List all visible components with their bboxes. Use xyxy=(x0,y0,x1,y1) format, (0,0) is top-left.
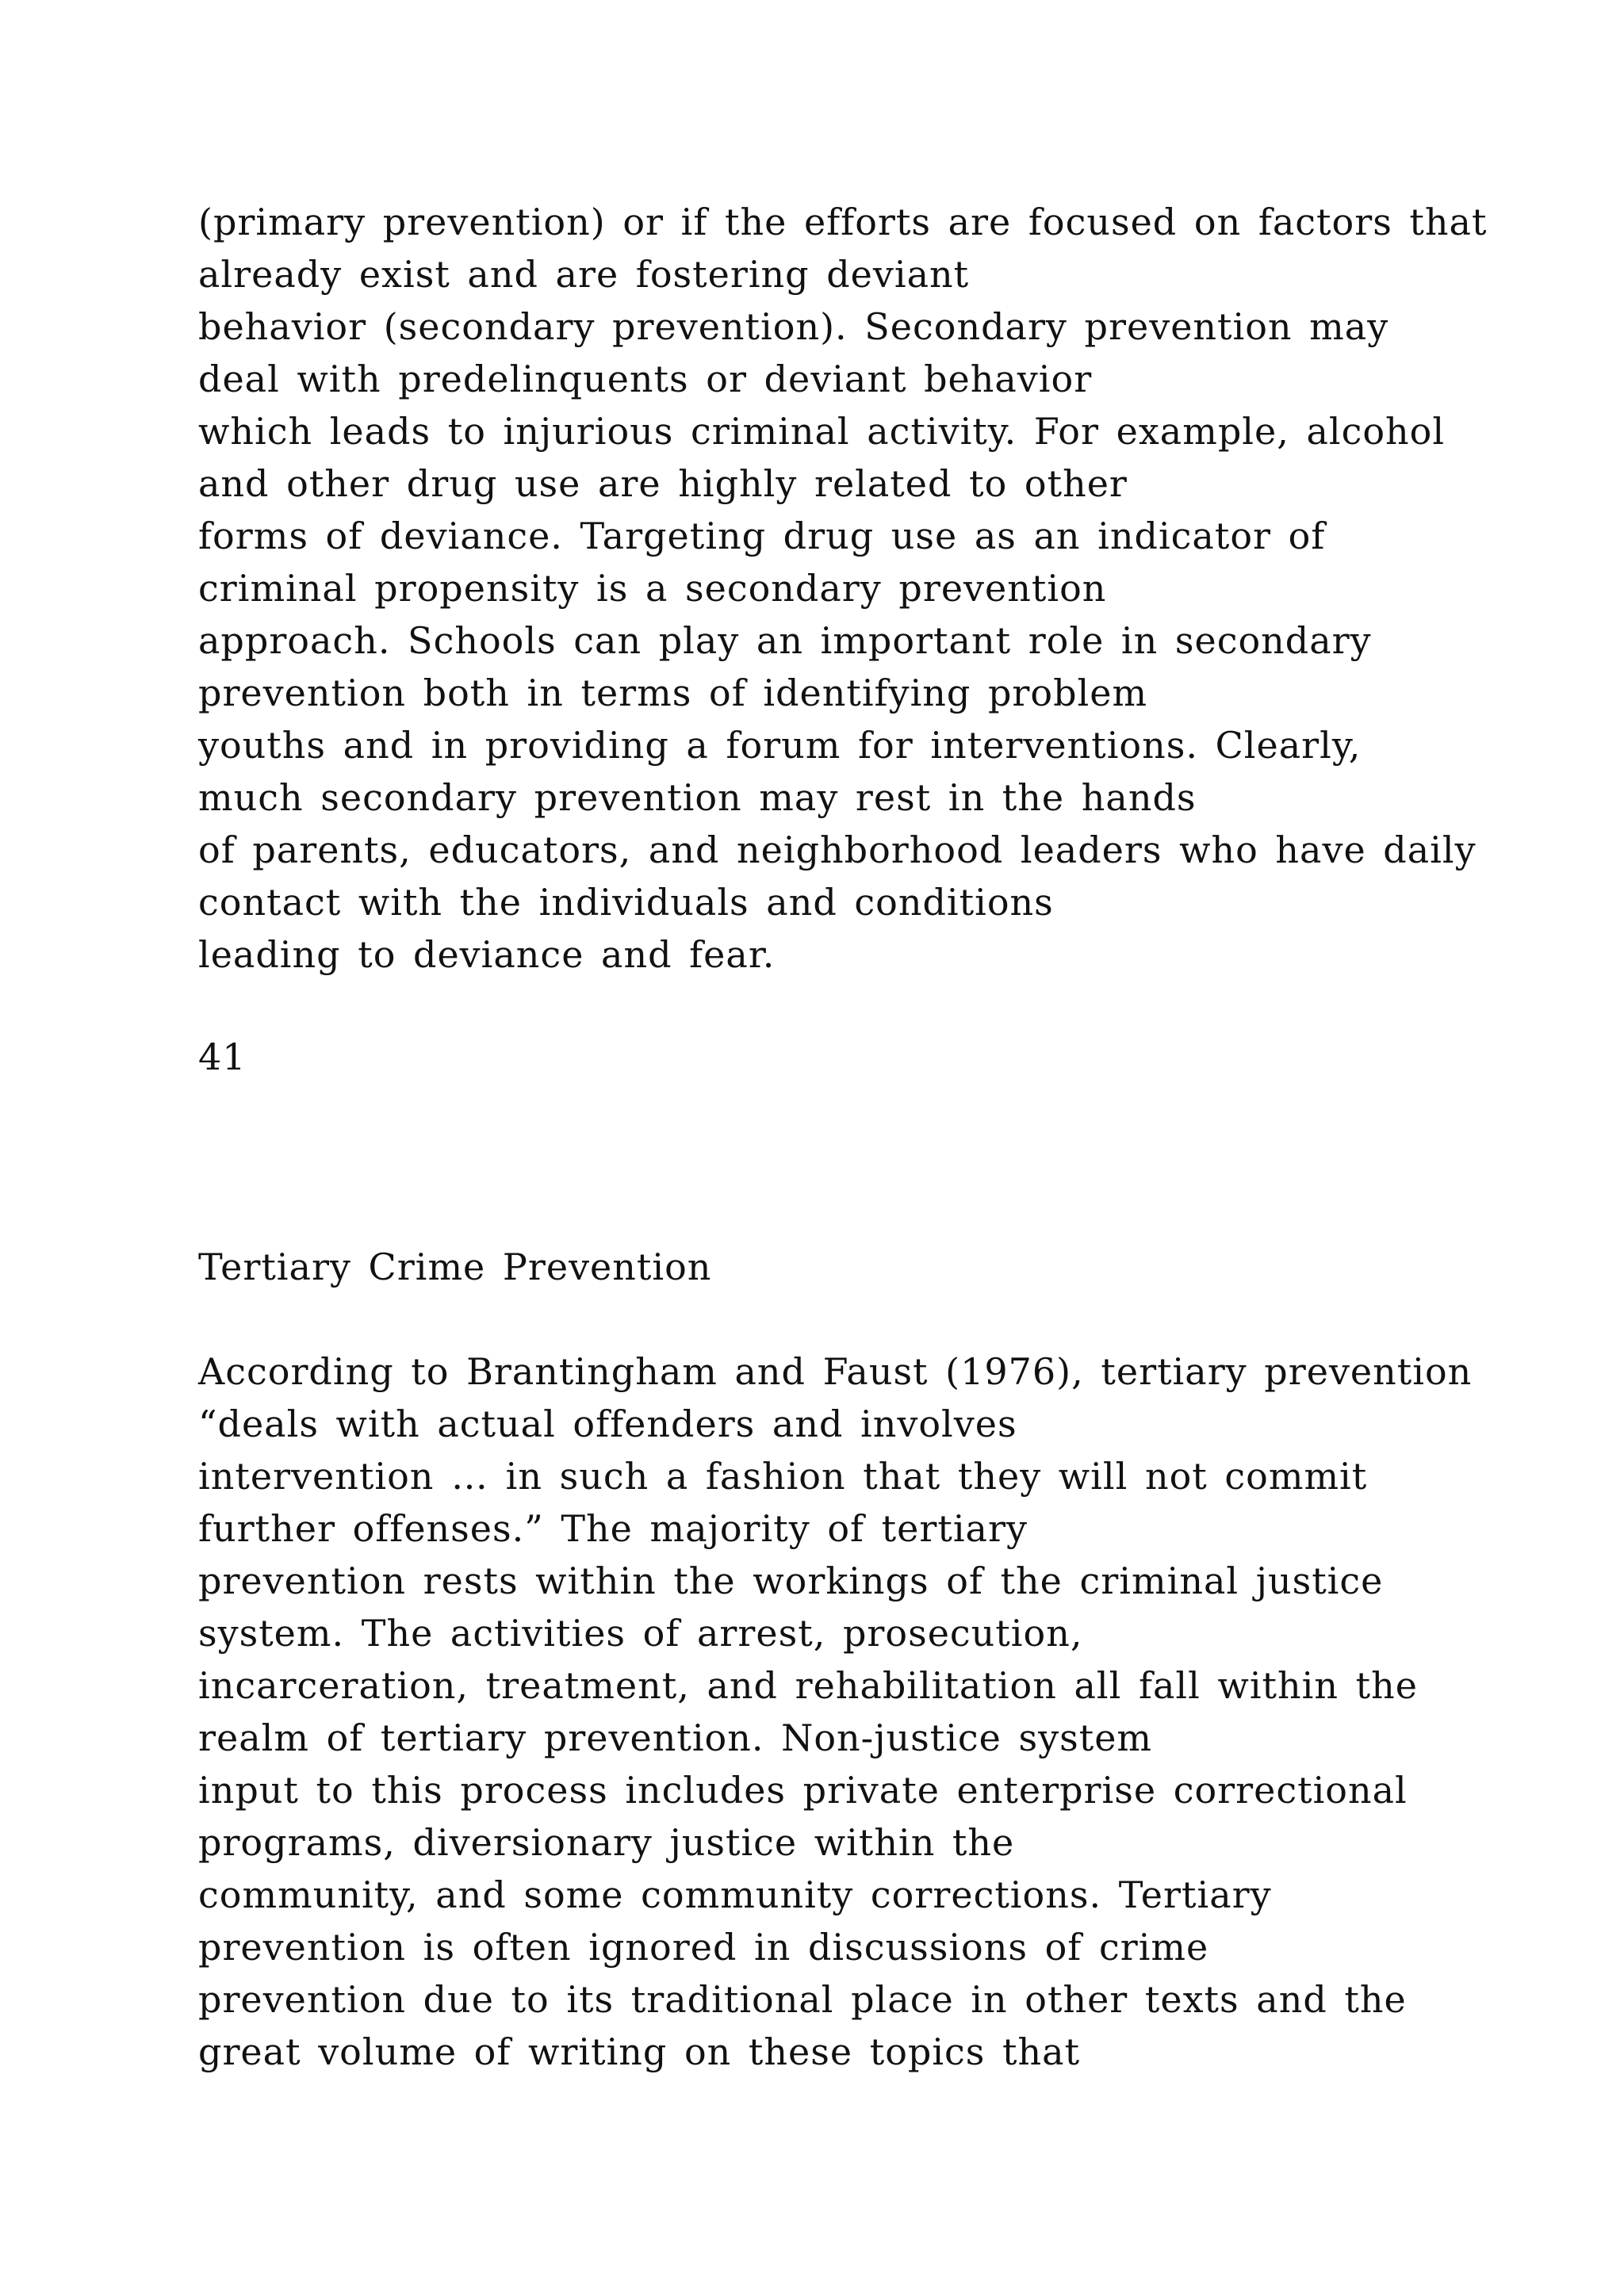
text-line: incarceration, treatment, and rehabilitation all fall within the xyxy=(198,1664,1418,1707)
text-line: “deals with actual offenders and involves xyxy=(198,1402,1017,1445)
text-line: system. The activities of arrest, prosecution, xyxy=(198,1612,1083,1655)
text-line: great volume of writing on these topics that xyxy=(198,2030,1081,2073)
page-number xyxy=(198,1031,1507,1083)
text-line: realm of tertiary prevention. Non-justice system xyxy=(198,1716,1153,1759)
body-paragraph xyxy=(198,196,1507,981)
text-line: much secondary prevention may rest in the hands xyxy=(198,776,1197,819)
text-line: According to Brantingham and Faust (1976), tertiary prevention xyxy=(198,1350,1473,1393)
text-line: and other drug use are highly related to other xyxy=(198,462,1128,505)
text-line: deal with predelinquents or deviant behavior xyxy=(198,358,1093,400)
text-line: already exist and are fostering deviant xyxy=(198,253,970,296)
section-heading xyxy=(198,1241,1507,1293)
text-line: (primary prevention) or if the efforts are focused on factors that xyxy=(198,201,1488,243)
section-heading-text: Tertiary Crime Prevention xyxy=(198,1246,712,1288)
text-line: intervention … in such a fashion that they will not commit xyxy=(198,1455,1368,1498)
text-line: youths and in providing a forum for interventions. Clearly, xyxy=(198,724,1362,767)
text-line: which leads to injurious criminal activity. For example, alcohol xyxy=(198,410,1446,453)
text-line: forms of deviance. Targeting drug use as an indicator of xyxy=(198,515,1326,557)
text-line: criminal propensity is a secondary prevention xyxy=(198,567,1107,610)
page-number-text: 41 xyxy=(198,1035,247,1078)
text-line: programs, diversionary justice within the xyxy=(198,1821,1015,1864)
text-line: behavior (secondary prevention). Secondary prevention may xyxy=(198,305,1389,348)
text-line: contact with the individuals and conditions xyxy=(198,881,1054,924)
text-line: further offenses.” The majority of tertiary xyxy=(198,1507,1028,1550)
text-line: leading to deviance and fear. xyxy=(198,933,776,976)
text-line: prevention due to its traditional place in other texts and the xyxy=(198,1978,1407,2021)
text-line: prevention is often ignored in discussions of crime xyxy=(198,1926,1209,1969)
text-line: of parents, educators, and neighborhood leaders who have daily xyxy=(198,828,1477,871)
text-line: prevention rests within the workings of the criminal justice xyxy=(198,1559,1384,1602)
body-paragraph xyxy=(198,1345,1507,2078)
text-line: input to this process includes private enterprise correctional xyxy=(198,1769,1408,1812)
text-line: approach. Schools can play an important role in secondary xyxy=(198,619,1372,662)
text-line: community, and some community corrections. Tertiary xyxy=(198,1873,1272,1916)
text-line: prevention both in terms of identifying problem xyxy=(198,672,1148,714)
